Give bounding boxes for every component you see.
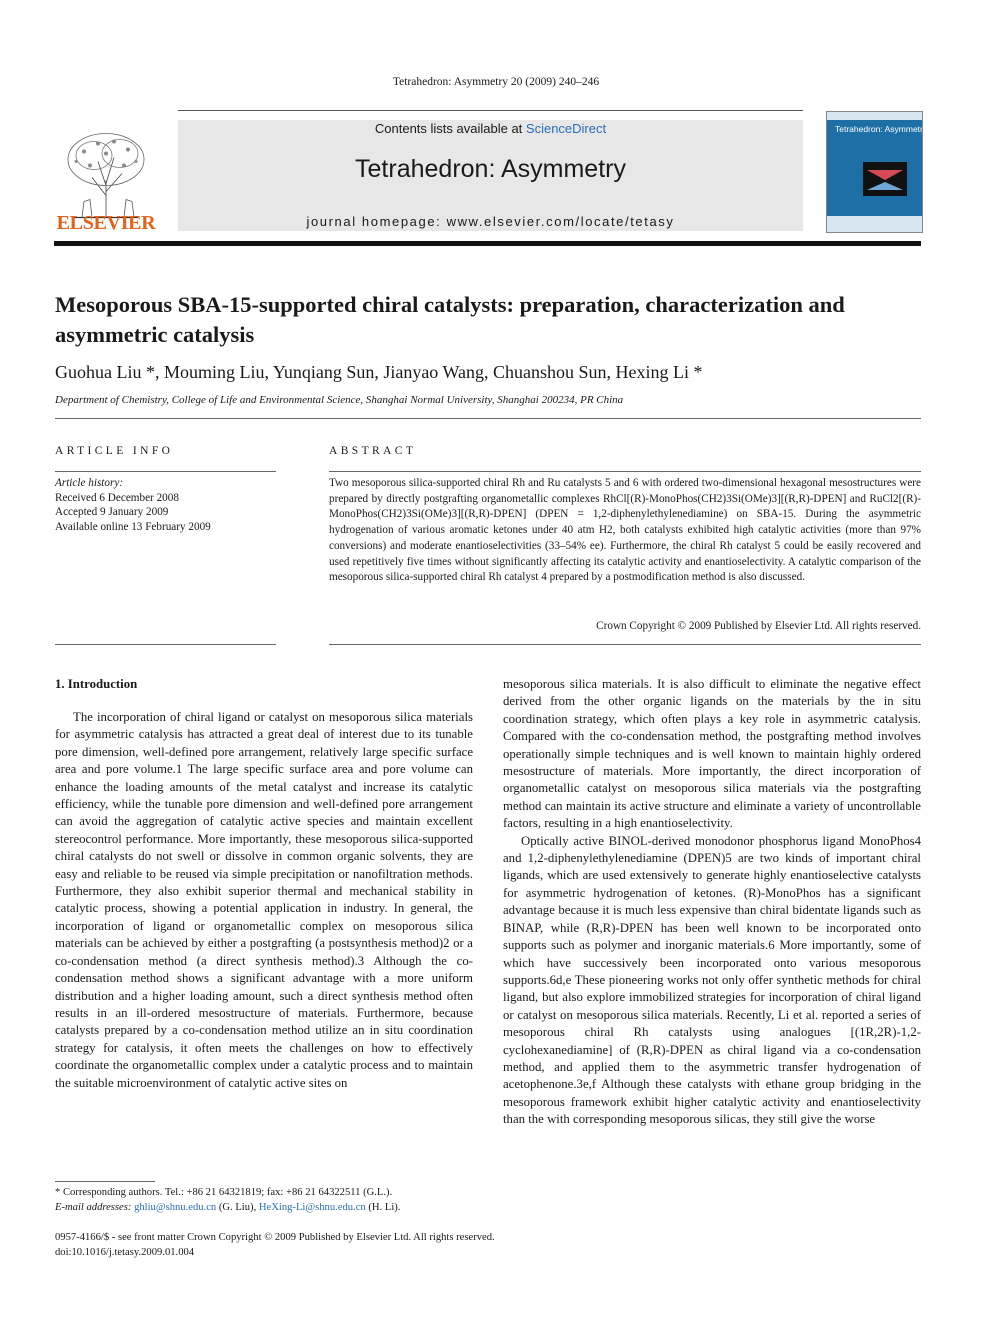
article-info-rule	[55, 471, 276, 472]
online-date: Available online 13 February 2009	[55, 520, 211, 533]
article-info-end-rule	[55, 644, 276, 645]
paragraph: mesoporous silica materials. It is also difficult to eliminate the negative effect derived from the other organic ligands on the materials by the in situ coordination strategy, which often plays a key role in asymmetric catalysis. Compared with the co-condensation method, the postgrafting method involves operationally simple techniques and is well known to maintain highly ordered mesostructure of materials. More importantly, the direct incorporation of organometallic catalyst on mesoporous silica materials via the postgrafting method can maintain its active structure and eliminate a variety of uncontrollable factors, resulting in a high enantioselectivity.	[503, 677, 921, 831]
email-label: E-mail addresses:	[55, 1201, 135, 1213]
running-head: Tetrahedron: Asymmetry 20 (2009) 240–246	[392, 76, 600, 88]
corresponding-contact: * Corresponding authors. Tel.: +86 21 64321819; fax: +86 21 64322511 (G.L.).	[55, 1187, 393, 1198]
journal-title: Tetrahedron: Asymmetry	[355, 155, 626, 183]
journal-homepage-link[interactable]: journal homepage: www.elsevier.com/locate/tetasy	[306, 214, 675, 229]
affiliation-rule	[55, 418, 921, 419]
cover-title: Tetrahedron: Asymmetry	[835, 124, 922, 134]
body-column-left	[55, 709, 473, 1092]
header-thick-rule	[54, 241, 921, 246]
received-date: Received 6 December 2008	[55, 491, 179, 504]
email-link[interactable]: ghliu@shnu.edu.cn	[134, 1201, 217, 1213]
email-owner: (G. Liu),	[216, 1201, 259, 1213]
body-column-right	[503, 676, 921, 1129]
abstract-text: Two mesoporous silica-supported chiral Rh and Ru catalysts 5 and 6 with ordered two-dimensional hexagonal mesostructures were prepared by directly postgrafting organometallic complexes RhCl[(R)-MonoPhos(CH2)3Si(OMe)3][(R,R)-DPEN] and RuCl2[(R)-MonoPhos(CH2)3Si(OMe)3][(R,R)-DPEN] (DPEN = 1,2-diphenylethylenediamine) on SBA-15. During the asymmetric hydrogenation of various aromatic ketones under 40 atm H2, both catalysts exhibited high catalytic activities (more than 97% conversions) and moderate enantioselectivities (33–54% ee). Furthermore, the chiral Rh catalyst 5 could be easily recovered and used repetitively five times without significantly affecting its catalytic activity and enantioselectivity. A catalytic comparison of the mesoporous silica-supported chiral Rh catalyst 4 prepared by a postmodification method is also discussed.	[329, 477, 921, 584]
email-line	[55, 1201, 473, 1216]
header-rule	[178, 110, 803, 111]
article-info-label: ARTICLE INFO	[55, 445, 174, 457]
paragraph: The incorporation of chiral ligand or catalyst on mesoporous silica materials for asymmetric catalysis has attracted a great deal of interest due to its tunable pore dimension, well-defined pore arrangement, relatively large specific surface area and pore volume.1 The large specific surface area and pore volume can enhance the loading amounts of the metal catalyst and increase its catalytic efficiency, while the tunable pore dimension and well-defined pore arrangement can avoid the aggregation of catalytic active species and maintain excellent stereocontrol performance. More importantly, these mesoporous silica-supported chiral catalysts do not swell or dissolve in common organic solvents, they are easy and reliable to be reused via simple precipitation or nanofiltration methods. Furthermore, they also exhibit superior thermal and mechanical stability in catalytic process, showing a potential application in industry. In general, the incorporation of ligand or organometallic complex on mesoporous silica materials can be achieved by either a postgrafting (a postsynthesis method)2 or a co-condensation method (a direct synthesis method).3 Although the co-condensation method shows a significant advantage with a more uniform distribution and a higher loading amount, such a direct synthesis method often results in an ill-ordered mesostructure of materials. Furthermore, because catalysts prepared by a co-condensation method utilize an in situ coordination strategy for catalysis, it often meets the challenges on how to effectively coordinate the organometallic complex under a catalytic process and to maintain the suitable microenvironment of catalytic active sites on	[55, 710, 473, 1090]
email-owner: (H. Li).	[365, 1201, 401, 1213]
publisher-name: ELSEVIER	[56, 212, 156, 234]
journal-cover-image	[826, 111, 923, 233]
author-affiliation: Department of Chemistry, College of Life and Environmental Science, Shanghai Normal University, Shanghai 200234, PR China	[55, 394, 624, 406]
issn-line: 0957-4166/$ - see front matter Crown Copyright © 2009 Published by Elsevier Ltd. All rights reserved.	[55, 1232, 495, 1243]
front-matter-meta	[55, 1231, 495, 1260]
abstract-rule	[329, 471, 921, 472]
abstract-end-rule	[329, 644, 921, 645]
author-list: Guohua Liu *, Mouming Liu, Yunqiang Sun, Jianyao Wang, Chuanshou Sun, Hexing Li *	[55, 362, 703, 382]
article-history	[55, 476, 211, 534]
journal-cover-art	[827, 112, 922, 232]
doi-link[interactable]: doi:10.1016/j.tetasy.2009.01.004	[55, 1246, 195, 1258]
footnote-rule	[55, 1181, 155, 1182]
corresponding-author-footnote	[55, 1186, 473, 1215]
accepted-date: Accepted 9 January 2009	[55, 506, 169, 519]
paragraph: Optically active BINOL-derived monodonor phosphorus ligand MonoPhos4 and 1,2-diphenylethylenediamine (DPEN)5 are two kinds of important chiral ligands, which are used extensively to generate highly enantioselective catalysts for asymmetric hydrogenation of ketones. (R)-MonoPhos has a significant advantage because it is much less expensive than chiral bidentate ligands such as BINAP, while (R,R)-DPEN has been well known to be incorporated onto supports such as polymer and inorganic materials.6 More importantly, some of which have successively been incorporated onto various mesoporous supports.6d,e These pioneering works not only offer synthetic methods for chiral ligand, but also explore immobilized strategies for incorporation of chiral ligand or catalyst on mesoporous silica materials. Recently, Li et al. reported a series of mesoporous chiral Rh catalysts using analogues [(1R,2R)-1,2-cyclohexanediamine] of (R,R)-DPEN as chiral ligand via a co-condensation method, and applied them to the asymmetric transfer hydrogenation of acetophenone.3e,f Although these catalysts with ethane group bridging in the mesoporous framework exhibit higher catalytic activity and enantioselectivity than the with corresponding mesoporous silicas, they still give the worse	[503, 833, 921, 1127]
contents-line	[178, 121, 803, 136]
history-label: Article history:	[55, 477, 124, 489]
contents-prefix: Contents lists available at	[374, 121, 526, 136]
email-link[interactable]: HeXing-Li@shnu.edu.cn	[258, 1201, 366, 1213]
article-title: Mesoporous SBA-15-supported chiral catalysts: preparation, characterization and asymmetric catalysis	[55, 292, 845, 347]
abstract-label: ABSTRACT	[329, 445, 417, 457]
sciencedirect-link[interactable]: ScienceDirect	[525, 121, 607, 136]
section-heading-introduction: 1. Introduction	[55, 677, 138, 691]
abstract-copyright: Crown Copyright © 2009 Published by Elsevier Ltd. All rights reserved.	[596, 620, 921, 632]
